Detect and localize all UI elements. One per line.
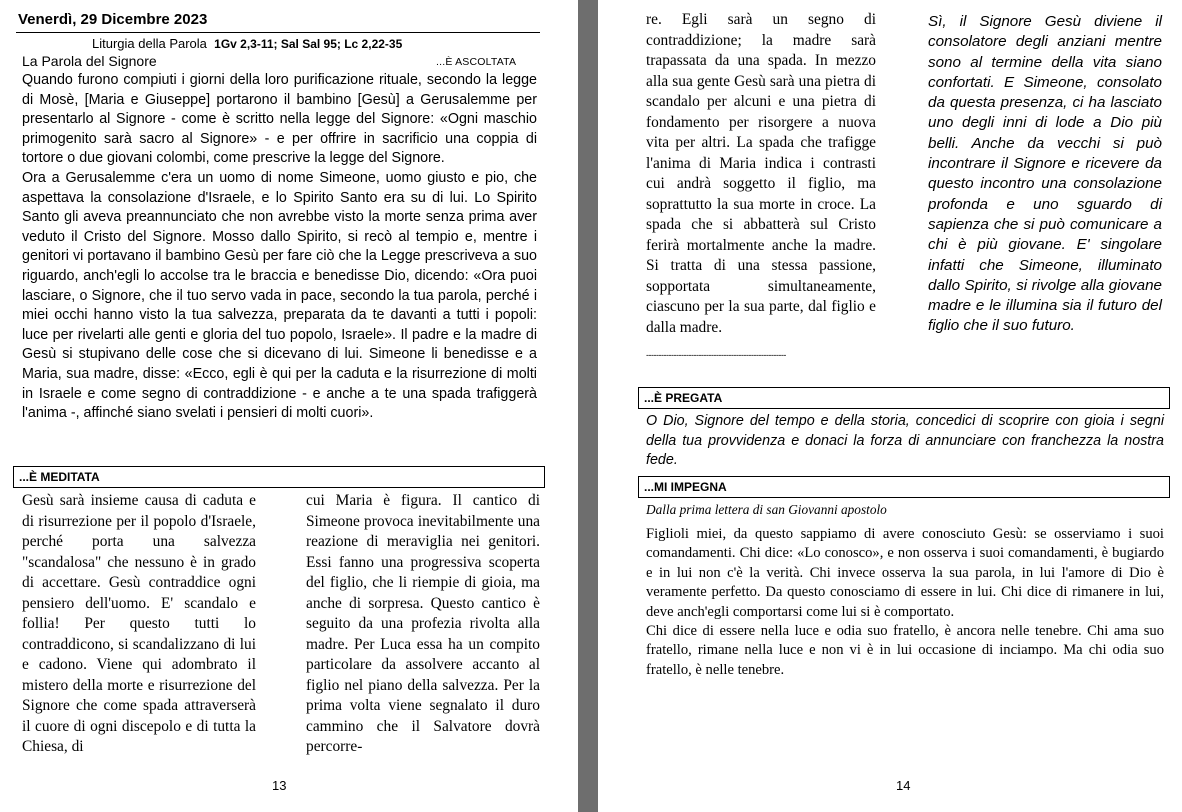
liturgy-line xyxy=(92,35,402,53)
word-label: La Parola del Signore xyxy=(22,53,157,69)
page-number: 13 xyxy=(272,778,287,793)
meditated-label: ...È MEDITATA xyxy=(19,470,100,484)
prayer-text: O Dio, Signore del tempo e della storia, concedici di scoprire con gioia i segni della tua provvidenza e donaci la forza di annunciare con franchezza la nostra fede. xyxy=(646,413,1164,468)
prayed-label: ...È PREGATA xyxy=(644,391,723,405)
gospel-paragraph-1: Quando furono compiuti i giorni della loro purificazione rituale, secondo la legge di Mosè, [Maria e Giuseppe] portarono il bambino [Gesù] a Gerusalemme per presentarlo al Signore - come è scritto nella legge del Signore: «Ogni maschio primogenito sarà sacro al Signore» - e per offrire in sacrificio una coppia di tortore o due giovani colombi, come prescrive la legge del Signore. xyxy=(22,72,537,167)
meditation-column-4: Sì, il Signore Gesù diviene il consolatore degli anziani mentre sono al termine della vita siano confortati. E Simeone, consolato da questa presenza, ci ha lasciato uno degli inni di lode a Dio più belli. Anche da vecchi si può incontrare il Signore e ricevere da questo incontro una consolazione profonda e uno sguardo di sapienza che si può comunicare a chi è più giovane. E' singolare infatti che Simeone, illuminato dallo Spirito, si rivolge alla giovane madre e le illumina sia il futuro del figlio che il suo futuro. xyxy=(928,13,1162,335)
heard-label: ...È ASCOLTATA xyxy=(436,56,517,68)
date-rule xyxy=(16,32,540,33)
liturgy-label: Liturgia della Parola xyxy=(92,36,207,51)
gospel-paragraph-2: Ora a Gerusalemme c'era un uomo di nome Simeone, uomo giusto e pio, che aspettava la consolazione d'Israele, e lo Spirito Santo era su di lui. Lo Spirito Santo gli aveva preannunciato che non avrebbe visto la morte senza prima aver veduto il Cristo del Signore. Mosso dallo Spirito, si recò al tempio e, mentre i genitori vi portavano il bambino Gesù per fare ciò che la Legge prescriveva a suo riguardo, anch'egli lo accolse tra le braccia e benedisse Dio, dicendo: «Ora puoi lasciare, o Signore, che il tuo servo vada in pace, secondo la tua parola, perché i miei occhi hanno visto la tua salvezza, preparata da te davanti a tutti i popoli: luce per rivelarti alle genti e gloria del tuo popolo, Israele». Il padre e la madre di Gesù si stupivano delle cose che si dicevano di lui. Simeone li benedisse e a Maria, sua madre, disse: «Ecco, egli è qui per la caduta e la risurrezione di molti in Israele e come segno di contraddizione - e anche a te una spada trafiggerà l'anima -, affinché siano svelati i pensieri di molti cuori». xyxy=(22,169,537,422)
letter-paragraph-1: Figlioli miei, da questo sappiamo di avere conosciuto Gesù: se osserviamo i suoi comandamenti. Chi dice: «Lo conosco», e non osserva i suoi comandamenti, è bugiardo e in lui non c'è la verità. Chi invece osserva la sua parola, in lui l'amore di Dio è veramente perfetto. Da questo conosciamo di essere in lui. Chi dice di rimanere in lui, deve anch'egli comportarsi come lui si è comportato. xyxy=(646,526,1164,620)
meditation-column-1: Gesù sarà insieme causa di caduta e di risurrezione per il popolo d'Israele, perché porta una salvezza "scandalosa" che nessuno è in grado di accettare. Gesù contraddice ogni pensiero dell'uomo. E' scandalo e follia! Per questo tutti lo contraddicono, si scandalizzano di lui e cadono. Viene qui adombrato il mistero della morte e risurrezione del Signore che come spada attraverserà il cuore di ogni discepolo e di tutta la Chiesa, di xyxy=(22,492,256,755)
column-separator: -------------------------------------------------------- xyxy=(646,350,786,360)
commit-label: ...MI IMPEGNA xyxy=(644,480,727,494)
page-14 xyxy=(598,0,1182,812)
meditation-column-2: cui Maria è figura. Il cantico di Simeone provoca inevitabilmente una reazione di meraviglia nei genitori. Essi fanno una progressiva scoperta del figlio, che li riempie di gioia, ma anche di sorpresa. Questo cantico è seguito da una profezia rivolta alla madre. Per Luca essa ha un compito particolare da assolvere accanto al figlio nel piano della salvezza. Per la prima volta viene segnalato il duro cammino che il Salvatore dovrà percorre- xyxy=(306,492,540,755)
letter-text xyxy=(646,525,1164,680)
meditation-column-3: re. Egli sarà un segno di contraddizione; la madre sarà trapassata da una spada. In mezzo alla sua gente Gesù sarà una pietra di scandalo per alcuni e una pietra di fondamento per risorgere a nuova vita per altri. La spada che trafigge l'anima di Maria indica i contrasti cui andrà soggetto il figlio, ma soprattutto la sua morte in croce. La spada che si abbatterà sul Cristo ferirà mortalmente anche la madre. Si tratta di una stessa passione, sopportata simultaneamente, ciascuno per la sua parte, dal figlio e dalla madre. xyxy=(646,11,876,336)
commit-heading xyxy=(638,476,1170,498)
letter-source: Dalla prima lettera di san Giovanni apostolo xyxy=(646,502,887,517)
liturgy-references: 1Gv 2,3-11; Sal Sal 95; Lc 2,22-35 xyxy=(214,37,403,51)
date-heading: Venerdì, 29 Dicembre 2023 xyxy=(18,11,208,28)
letter-paragraph-2: Chi dice di essere nella luce e odia suo fratello, è ancora nelle tenebre. Chi ama suo fratello, rimane nella luce e non vi è in lui occasione di inciampo. Ma chi odia suo fratello, è nelle tenebre. xyxy=(646,623,1164,678)
page-number: 14 xyxy=(896,778,911,793)
prayed-heading xyxy=(638,387,1170,409)
page-13 xyxy=(0,0,578,812)
page-gutter xyxy=(578,0,598,812)
meditated-heading xyxy=(13,466,545,488)
gospel-text xyxy=(22,71,537,424)
